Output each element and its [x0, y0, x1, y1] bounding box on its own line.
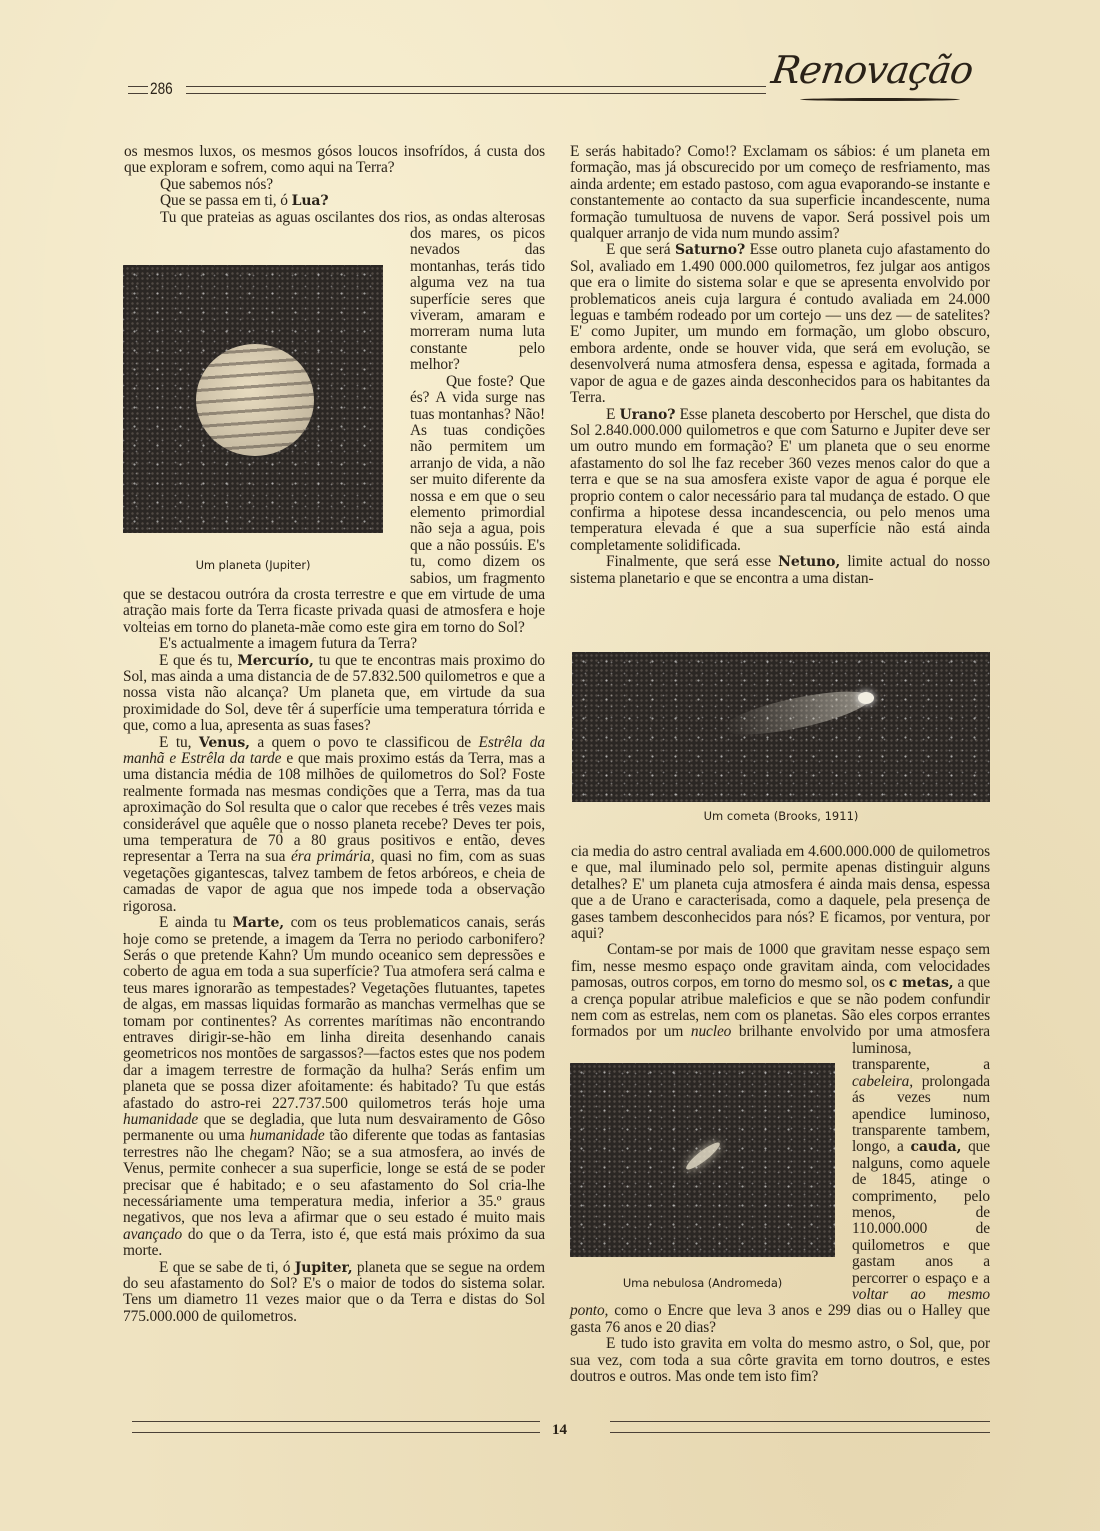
text-run: a quem o povo te classificou de — [249, 733, 479, 751]
text-run: Que foste? Que és? A vida surge nas tuas montanhas? Não! As tuas condições não permitem um arranjo de vida, a não ser muito diferente da nossa e em que o seu elemento primordial não seja a agua, pois que a não possúis. E's tu, como dizem os sabios, um fragmento que se destacou outróra da crosta terrestre e que em virtude de uma atração mais forte da Terra ficaste privada quasi de atmosfera e hoje volteias em torno do planeta-mãe como este gira em torno do Sol? — [123, 372, 545, 636]
footer-rule — [610, 1432, 990, 1433]
text-run: E que se sabe de ti, ó — [159, 1258, 295, 1276]
footer-rule — [132, 1432, 540, 1433]
footer-rule — [132, 1421, 540, 1422]
paragraph — [123, 653, 545, 735]
text-run: E serás habitado? Como!? Exclamam os sábios: é um planeta em formação, mas já obscurecido por um começo de resfriamento, mas ainda ardente; em estado pastoso, com agua evaporando-se instante e constantemente ao contacto da sua superficie incandescente, numa formação tumultuosa de nuvens de vapor. Será possivel pois um qualquer arranjo de vida num mundo assim? — [570, 143, 990, 243]
footer-rule — [610, 1421, 990, 1422]
nebula-figure — [570, 1041, 852, 1303]
paragraph — [123, 1260, 545, 1326]
text-run: Esse planeta descoberto por Herschel, que dista do Sol 2.840.000.000 quilometros e que com Saturno e Jupiter deve ser um outro mundo em formação? E' um planeta que o seu enorme afastamento do sol lhe faz receber 360 vezes menos calor do que a terra e que se na sua amosfera existe vapor de agua é porque ele proprio contem o calor necessário para tal mudança de estado. O que confirma a hipotese dessa incandescencia, ou pelo menos uma temperatura elevada é que a sua superfície não está ainda completamente solidificada. — [570, 405, 990, 554]
text-run: que nalguns, como aquele de 1845, atinge o comprimento, pelo menos, de 110.000.000 de quilometros e que gastam anos a percorrer o espaço e a — [852, 1138, 990, 1287]
text-run: que se degladia, que luta num desvairamento de Gôso permanente ou uma — [123, 1110, 545, 1145]
italic-phrase: nucleo — [690, 1023, 732, 1041]
text-run: com os teus problematicos canais, serás hoje como se pretende, a imagem da Terra no periodo carbonifero? Serás o que pretende Kahn? Um mundo oceanico sem depressões e coberto de agua em toda a sua superfície? Tua atmofera será calma e teus mares ignorarão as tempestades? Vegetações flutuantes, tapetes de algas, em massas liquidas formarão as manchas vermelhas que se tomam por continentes? As correntes marítimas não encontrando entraves dirigir-se-hão em linha direita desenhando canais geometricos nos montões de sargassos?—factos estes que nos podem dar a imagem terrestre de formação da hulha? Serás enfim um planeta que se possa dizer afoitamente: és habitado? Tu que estás afastado do astro-rei 227.737.500 quilometros terás hoje uma — [123, 914, 545, 1112]
italic-phrase: Estrêla da manhã e Estrêla da tarde — [123, 733, 545, 768]
comet-caption: Um cometa (Brooks, 1911) — [703, 809, 859, 823]
text-run: E's actualmente a imagem futura da Terra? — [159, 635, 417, 653]
text-run: Contam-se por mais de 1000 que gravitam nesse espaço sem fim, nesse mesmo espaço onde gravitam ainda, com velocidades pamosas, outros corpos, em torno do mesmo sol, os — [571, 941, 990, 992]
text-run: E ainda tu — [159, 914, 233, 932]
nebula-photo — [570, 1063, 835, 1257]
bold-term: Saturno? — [675, 242, 746, 259]
nebula-caption: Uma nebulosa (Andromeda) — [622, 1276, 783, 1290]
jupiter-caption: Um planeta (Jupiter) — [195, 558, 311, 572]
left-column — [123, 144, 545, 1325]
jupiter-planet — [196, 344, 314, 456]
paragraph — [123, 193, 545, 209]
text-run: tu que te encontras mais proximo do Sol, mas ainda a uma distancia de de 57.832.500 quilometros e que a nossa vista não alcança? Um planeta que, em virtude da sua proximidade do Sol, deve têr á superfície uma temperatura tórrida e que, como a lua, apresenta as suas fases? — [123, 651, 545, 735]
nebula-glow — [683, 1139, 722, 1173]
text-run: como o Encre que leva 3 anos e 299 dias ou o Halley que gasta 76 anos e 20 dias? — [570, 1302, 990, 1336]
right-column-bottom — [570, 844, 990, 1385]
comet-head — [858, 692, 874, 704]
text-run: Que se passa em ti, ó — [160, 192, 292, 210]
header-rule — [186, 93, 766, 94]
text-run: planeta que se segue na ordem do seu afastamento do Sol? E's o maior de todos do sistema solar. Tens um diametro 11 vezes maior que o da Terra e distas do Sol 775.000.000 de quilometros. — [123, 1258, 546, 1325]
paragraph — [123, 636, 545, 652]
text-run: quasi no fim, com as suas vegetações gigantescas, talvez tambem de fetos arbóreos, e cheia de camadas de vapor de agua que nos impede toda a observação rigorosa. — [123, 848, 545, 915]
jupiter-figure — [123, 241, 410, 578]
header-rule — [128, 93, 148, 94]
text-run: limite actual do nosso sistema planetario e que se encontra a uma distan- — [570, 553, 990, 587]
text-run: brilhante envolvido por uma atmosfera luminosa, transparente, a — [731, 1023, 990, 1074]
bold-term: Mercurío, — [237, 652, 314, 669]
paragraph — [123, 735, 545, 915]
bold-term: Urano? — [619, 406, 676, 423]
text-run: E tudo isto gravita em volta do mesmo astro, o Sol, que, por sua vez, com toda a sua côrte gravita em torno doutros, e estes doutros e outros. Mas onde tem isto fim? — [570, 1335, 990, 1385]
paragraph — [570, 407, 990, 555]
italic-phrase: humanidade — [249, 1127, 325, 1145]
text-run: E que será — [606, 241, 675, 259]
paragraph — [123, 915, 545, 1260]
italic-phrase: éra primária, — [290, 848, 375, 866]
comet-photo — [572, 652, 990, 802]
paragraph — [570, 844, 990, 942]
bold-term: Venus, — [198, 734, 250, 751]
text-run: e que mais proximo estás da Terra, mas a uma distancia média de 108 milhões de quilometros do Sol? Foste realmente formada nas mesmas condições que a Terra, mas da tua aproximação do Sol resulta que o calor que recebes é três vezes mais considerável que aquêle que o nosso planeta recebe? Deves ter pois, uma temperatura de 70 a 80 graus positivos e então, deves representar a Terra na sua — [123, 750, 545, 866]
paragraph — [570, 1336, 990, 1385]
italic-phrase: humanidade — [123, 1110, 199, 1128]
header-page-number: 286 — [150, 79, 173, 98]
text-run: do que o da Terra, isto é, que está mais próximo da sua morte. — [123, 1225, 545, 1260]
paragraph — [570, 554, 990, 587]
text-run: Esse outro planeta cujo afastamento do Sol, avaliado em 1.490 000.000 quilometros, fez julgar aos antigos que era o limite do sistema solar e que se apresenta envolvido por problematicos aneis cuja largura é contudo avaliada em 24.000 leguas e também rodeado por um cortejo — uns dez — de satelites? E' como Jupiter, um mundo em formação, um globo obscuro, embora ardente, onde se houver vida, que será em evolução, se desenvolverá numa atmosfera densa, espessa e agitada, formada a vapor de agua e de gazes ainda desconhecidos para os habitantes da Terra. — [570, 241, 990, 407]
paragraph — [570, 242, 990, 406]
italic-phrase: voltar ao mesmo ponto, — [570, 1285, 990, 1320]
text-run: Tu que prateias as aguas oscilantes dos rios, as ondas alterosas dos mares, os picos nevados das montanhas, terás tido alguma vez na tua superfície seres que viveram, amaram e morreram numa luta constante pelo melhor? — [160, 208, 545, 374]
paragraph — [123, 144, 545, 177]
bold-term: Jupiter, — [294, 1259, 353, 1276]
text-run: Que sabemos nós? — [160, 175, 273, 193]
jupiter-photo — [123, 265, 383, 533]
text-run: E que és tu, — [159, 651, 238, 669]
bold-term: c metas, — [888, 975, 954, 992]
text-run: tão diferente que todas as fantasias terrestres não lhe chegam? Não; se a sua atmosfera, ao invés de Venus, permite conhecer a sua superficie, longe se está de se poder precisar que é habitado; e o seu afastamento do Sol cria-lhe necessáriamente uma temperatura media, inferior a 35.º graus negativos, que nos leva a afirmar que o seu estado é muito mais — [123, 1127, 545, 1227]
text-run: cia media do astro central avaliada em 4.600.000.000 de quilometros e que, mal iluminado pelo sol, permite apenas distinguir alguns detalhes? E' um planeta cuja atmosfera é ainda mais densa, espessa que a de Urano e caracterisada, como a daquele, pela presença de gases tambem desconhecidos para nós? E ficamos, por ventura, por aqui? — [571, 843, 990, 943]
footer-page-number: 14 — [552, 1422, 567, 1438]
italic-phrase: avançado — [123, 1225, 183, 1243]
header-rule — [128, 86, 148, 87]
text-run: prolongada ás vezes num apendice luminoso, transparente tambem, longo, a — [852, 1072, 990, 1156]
bold-term: Marte, — [232, 915, 285, 932]
text-run: E tu, — [159, 733, 199, 751]
magazine-logo: Renovação — [768, 48, 976, 92]
header-rule — [186, 86, 766, 87]
bold-term: Netuno, — [778, 554, 841, 571]
paragraph — [570, 144, 990, 242]
text-run: E — [606, 405, 620, 423]
text-run: Finalmente, que será esse — [606, 553, 779, 571]
logo-underline — [800, 98, 960, 101]
bold-term: cauda, — [910, 1139, 962, 1156]
italic-phrase: cabeleira, — [852, 1072, 913, 1090]
comet-tail — [721, 683, 874, 744]
paragraph — [123, 177, 545, 193]
text-run: a que a crença popular atribue maleficios e que se não podem confundir nem com as estrelas, nem com os planetas. São eles corpos errantes formados por um — [571, 974, 990, 1041]
right-column-top — [570, 144, 990, 587]
bold-term: Lua? — [291, 193, 329, 210]
text-run: os mesmos luxos, os mesmos gósos loucos insofrídos, á custa dos que exploram e sofrem, como aqui na Terra? — [124, 143, 545, 177]
